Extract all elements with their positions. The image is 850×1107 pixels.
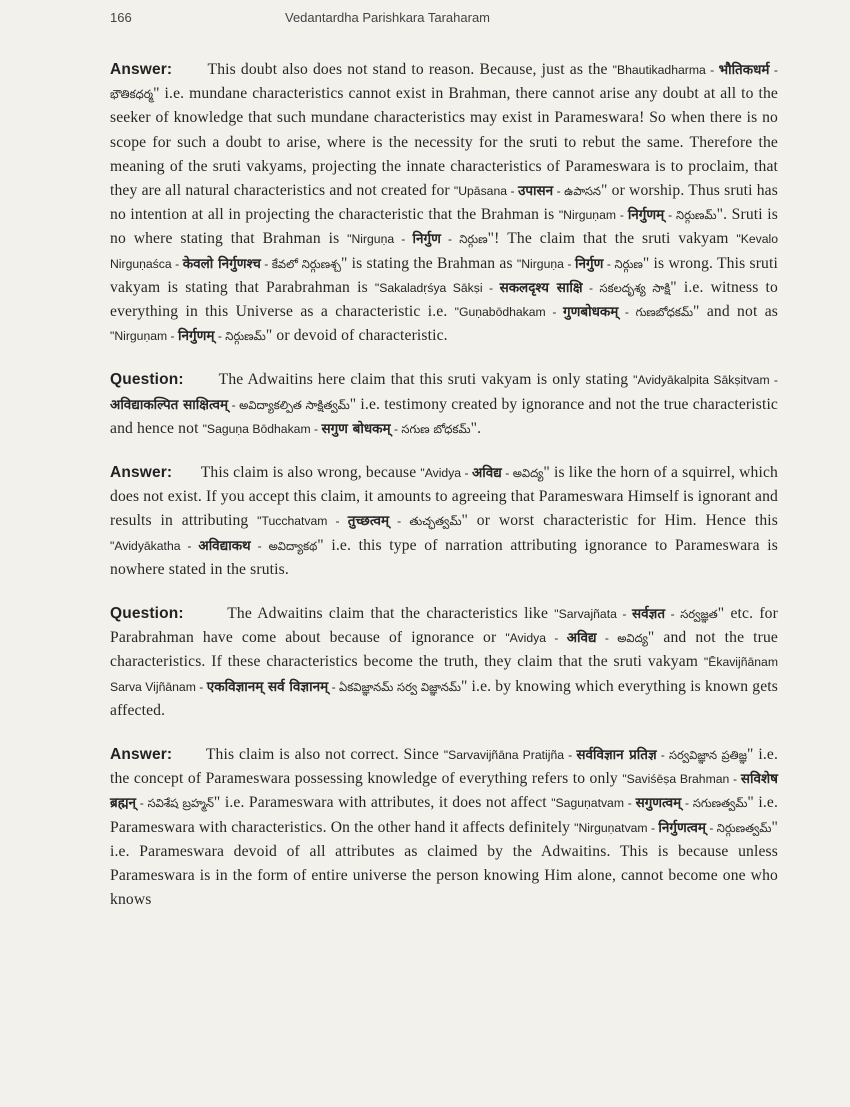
transliteration-text: - xyxy=(618,305,636,320)
body-text: " i.e. by knowing which everything is known gets affected. xyxy=(110,677,778,719)
devanagari-text: अविद्याकथ xyxy=(198,537,251,554)
transliteration-text: - xyxy=(250,538,269,553)
body-text: " or worship. Thus sruti has no intention at all in projecting the characteristic that the Brahman is xyxy=(110,182,778,224)
body-text: This claim is also not correct. Since xyxy=(205,746,444,764)
body-text: " is wrong. This sruti vakyam is stating that Parabrahman is xyxy=(110,254,778,296)
question-paragraph xyxy=(110,368,778,441)
telugu-text: భౌతికధర్మ xyxy=(110,87,154,102)
devanagari-text: भौतिकधर्म xyxy=(718,62,770,78)
transliteration-text: - xyxy=(596,631,618,646)
transliteration-text: "Upāsana - xyxy=(453,184,518,199)
transliteration-text: - xyxy=(328,679,340,694)
answer-label: Answer: xyxy=(110,464,173,482)
devanagari-text: सर्वविज्ञान प्रतिज्ञ xyxy=(576,747,657,764)
body-text: " i.e. mundane characteristics cannot exist in Brahman, there cannot arise any doubt at all to the seeker of knowledge that such mundane characteristics may exist in Parameswara! So when there is no scope for such a doubt to arise, where is the necessity for the sruti to rebut the same. Therefore the meaning of the sruti vakyams, projecting the innate characteristics of Parameswara is to proclaim, that they are all natural characteristics and not created for xyxy=(110,85,778,200)
body-text: " and not as xyxy=(693,303,779,321)
body-text: " or worst characteristic for Him. Hence this xyxy=(461,512,778,530)
devanagari-text: उपासन xyxy=(517,183,554,200)
telugu-text: నిర్గుణమ్ xyxy=(676,208,717,223)
body-text: " i.e. testimony created by ignorance and not the true characteristic and hence not xyxy=(110,395,778,437)
transliteration-text: - xyxy=(582,280,600,295)
page-header xyxy=(110,10,750,30)
body-text: " is stating the Brahman as xyxy=(340,254,517,272)
transliteration-text: - xyxy=(214,329,226,344)
body-text: The Adwaitins here claim that this sruti vakyam is only stating xyxy=(218,371,634,389)
body-text: This doubt also does not stand to reason. Because, just as the xyxy=(207,61,613,78)
body-text: This claim is also wrong, because xyxy=(200,464,421,482)
body-text: " i.e. this type of narration attributing ignorance to Parameswara is nowhere stated in the srutis. xyxy=(110,536,778,578)
devanagari-text: सगुणत्वम् xyxy=(635,795,682,812)
transliteration-text: - xyxy=(390,421,402,436)
devanagari-text: अविद्याकल्पित साक्षित्वम् xyxy=(110,396,229,413)
body-text: " is like the horn of a squirrel, which does not exist. If you accept this claim, it amounts to agreeing that Parameswara Himself is ignorant and results in attributing xyxy=(110,464,778,530)
transliteration-text: - xyxy=(260,256,272,271)
devanagari-text: निर्गुणम् xyxy=(627,207,665,224)
devanagari-text: तुच्छत्वम् xyxy=(347,513,390,530)
devanagari-text: सकलदृश्य साक्षि xyxy=(499,279,583,296)
transliteration-text: "Nirguṇa - xyxy=(516,256,576,271)
answer-paragraph xyxy=(110,58,778,348)
transliteration-text: - xyxy=(136,796,148,811)
transliteration-text: "Avidya - xyxy=(505,631,567,646)
transliteration-text: - xyxy=(389,514,410,529)
devanagari-text: सर्वज्ञत xyxy=(632,606,666,623)
telugu-text: నిర్గుణత్వమ్ xyxy=(716,820,772,835)
question-paragraph xyxy=(110,602,778,723)
transliteration-text: "Kevalo Nirguṇaśca - xyxy=(110,232,778,271)
body-text: " or devoid of characteristic. xyxy=(265,327,448,345)
transliteration-text: - xyxy=(665,607,681,622)
body-text: " etc. for Parabrahman have come about because of ignorance or xyxy=(110,605,778,647)
transliteration-text: "Guṇabōdhakam - xyxy=(454,305,563,320)
answer-label: Answer: xyxy=(110,746,173,764)
transliteration-text: "Bhautikadharma - xyxy=(612,63,719,77)
telugu-text: సగుణ బోధకమ్ xyxy=(401,421,471,436)
body-text: " i.e. Parameswara devoid of all attributes as claimed by the Adwaitins. This is because unless Parameswara is in the form of entire universe the person knowing Him alone, cannot become one who knows xyxy=(110,818,778,909)
transliteration-text: - xyxy=(681,796,693,811)
transliteration-text: "Tucchatvam - xyxy=(257,514,348,529)
devanagari-text: गुणबोधकम् xyxy=(563,304,619,321)
answer-paragraph xyxy=(110,461,778,582)
transliteration-text: - xyxy=(228,397,240,412)
answer-label: Answer: xyxy=(110,61,173,78)
devanagari-text: सविशेष ब्रह्मन् xyxy=(110,771,778,812)
transliteration-text: "Nirguṇa - xyxy=(347,232,413,247)
page-body xyxy=(110,58,778,933)
transliteration-text: "Sarvajñata - xyxy=(554,607,633,622)
telugu-text: నిర్గుణ xyxy=(459,232,488,247)
telugu-text: సర్వవిజ్ఞాన ప్రతిజ్ఞ xyxy=(668,748,748,763)
transliteration-text: - xyxy=(705,820,717,835)
telugu-text: సగుణత్వమ్ xyxy=(692,796,748,811)
devanagari-text: अविद्य xyxy=(471,465,502,482)
devanagari-text: निर्गुणत्वम् xyxy=(658,819,706,836)
answer-paragraph xyxy=(110,743,778,912)
telugu-text: గుణబోధకమ్ xyxy=(635,305,694,320)
devanagari-text: एकविज्ञानम् सर्व विज्ञानम् xyxy=(206,678,329,695)
telugu-text: సకలదృశ్య సాక్షి xyxy=(599,280,671,295)
transliteration-text: "Avidyākatha - xyxy=(110,538,199,553)
body-text: " and not the true characteristics. If these characteristics become the truth, they claim that the sruti vakyam xyxy=(110,629,778,671)
body-text: " i.e. Parameswara with attributes, it does not affect xyxy=(213,794,552,812)
telugu-text: నిర్గుణ xyxy=(614,256,643,271)
body-text: ". Sruti is no where stating that Brahman is xyxy=(110,206,778,248)
transliteration-text: "Ēkavijñānam Sarva Vijñānam - xyxy=(110,655,778,694)
telugu-text: తుచ్ఛత్వమ్ xyxy=(409,514,462,529)
body-text: ". xyxy=(470,419,482,437)
devanagari-text: केवलो निर्गुणश्च xyxy=(182,255,261,272)
transliteration-text: "Nirguṇatvam - xyxy=(574,820,659,835)
transliteration-text: - xyxy=(501,466,513,481)
transliteration-text: "Nirguṇam - xyxy=(110,329,178,344)
question-label: Question: xyxy=(110,371,184,389)
transliteration-text: "Nirguṇam - xyxy=(558,208,628,223)
transliteration-text: "Sakaladṛśya Sākṣi - xyxy=(374,280,500,295)
transliteration-text: "Avidyākalpita Sākṣitvam - xyxy=(633,373,778,388)
running-title: Vedantardha Parishkara Taraharam xyxy=(285,10,490,25)
transliteration-text: "Sarvavijñāna Pratijña - xyxy=(443,748,577,763)
devanagari-text: निर्गुणम् xyxy=(178,328,215,345)
transliteration-text: - xyxy=(656,748,669,763)
devanagari-text: अविद्य xyxy=(566,630,597,647)
devanagari-text: सगुण बोधकम् xyxy=(321,420,391,437)
devanagari-text: निर्गुण xyxy=(575,255,604,272)
telugu-text: అవిద్య xyxy=(617,631,648,646)
transliteration-text: "Saguṇatvam - xyxy=(551,796,636,811)
telugu-text: అవిద్యాకథ xyxy=(268,538,318,553)
transliteration-text: - xyxy=(553,184,565,199)
telugu-text: నిర్గుణమ్ xyxy=(225,329,266,344)
transliteration-text: "Saviśēṣa Brahman - xyxy=(622,772,741,787)
transliteration-text: - xyxy=(769,63,778,77)
body-text: " i.e. the concept of Parameswara possessing knowledge of everything refers to only xyxy=(110,746,778,788)
page-number: 166 xyxy=(110,10,132,25)
transliteration-text: - xyxy=(603,256,615,271)
telugu-text: కేవలో నిర్గుణశ్చ xyxy=(271,256,341,271)
devanagari-text: निर्गुण xyxy=(412,231,441,248)
body-text: The Adwaitins claim that the characteristics like xyxy=(227,605,555,623)
telugu-text: అవిద్యాకల్పిత సాక్షిత్వమ్ xyxy=(239,397,350,412)
transliteration-text: - xyxy=(440,232,460,247)
telugu-text: సవిశేష బ్రహ్మన్ xyxy=(147,796,214,811)
transliteration-text: "Saguṇa Bōdhakam - xyxy=(202,421,322,436)
body-text: " i.e. witness to everything in this Universe as a characteristic i.e. xyxy=(110,278,778,321)
question-label: Question: xyxy=(110,605,184,623)
telugu-text: ఉపాసన xyxy=(564,184,601,199)
telugu-text: అవిద్య xyxy=(512,466,544,481)
telugu-text: ఏకవిజ్ఞానమ్ సర్వ విజ్ఞానమ్ xyxy=(339,679,461,694)
transliteration-text: "Avidya - xyxy=(420,466,472,481)
body-text: "! The claim that the sruti vakyam xyxy=(487,230,737,248)
body-text: " i.e. Parameswara with characteristics. On the other hand it affects definitely xyxy=(110,794,778,836)
transliteration-text: - xyxy=(664,208,677,223)
telugu-text: సర్వజ్ఞత xyxy=(680,607,718,622)
